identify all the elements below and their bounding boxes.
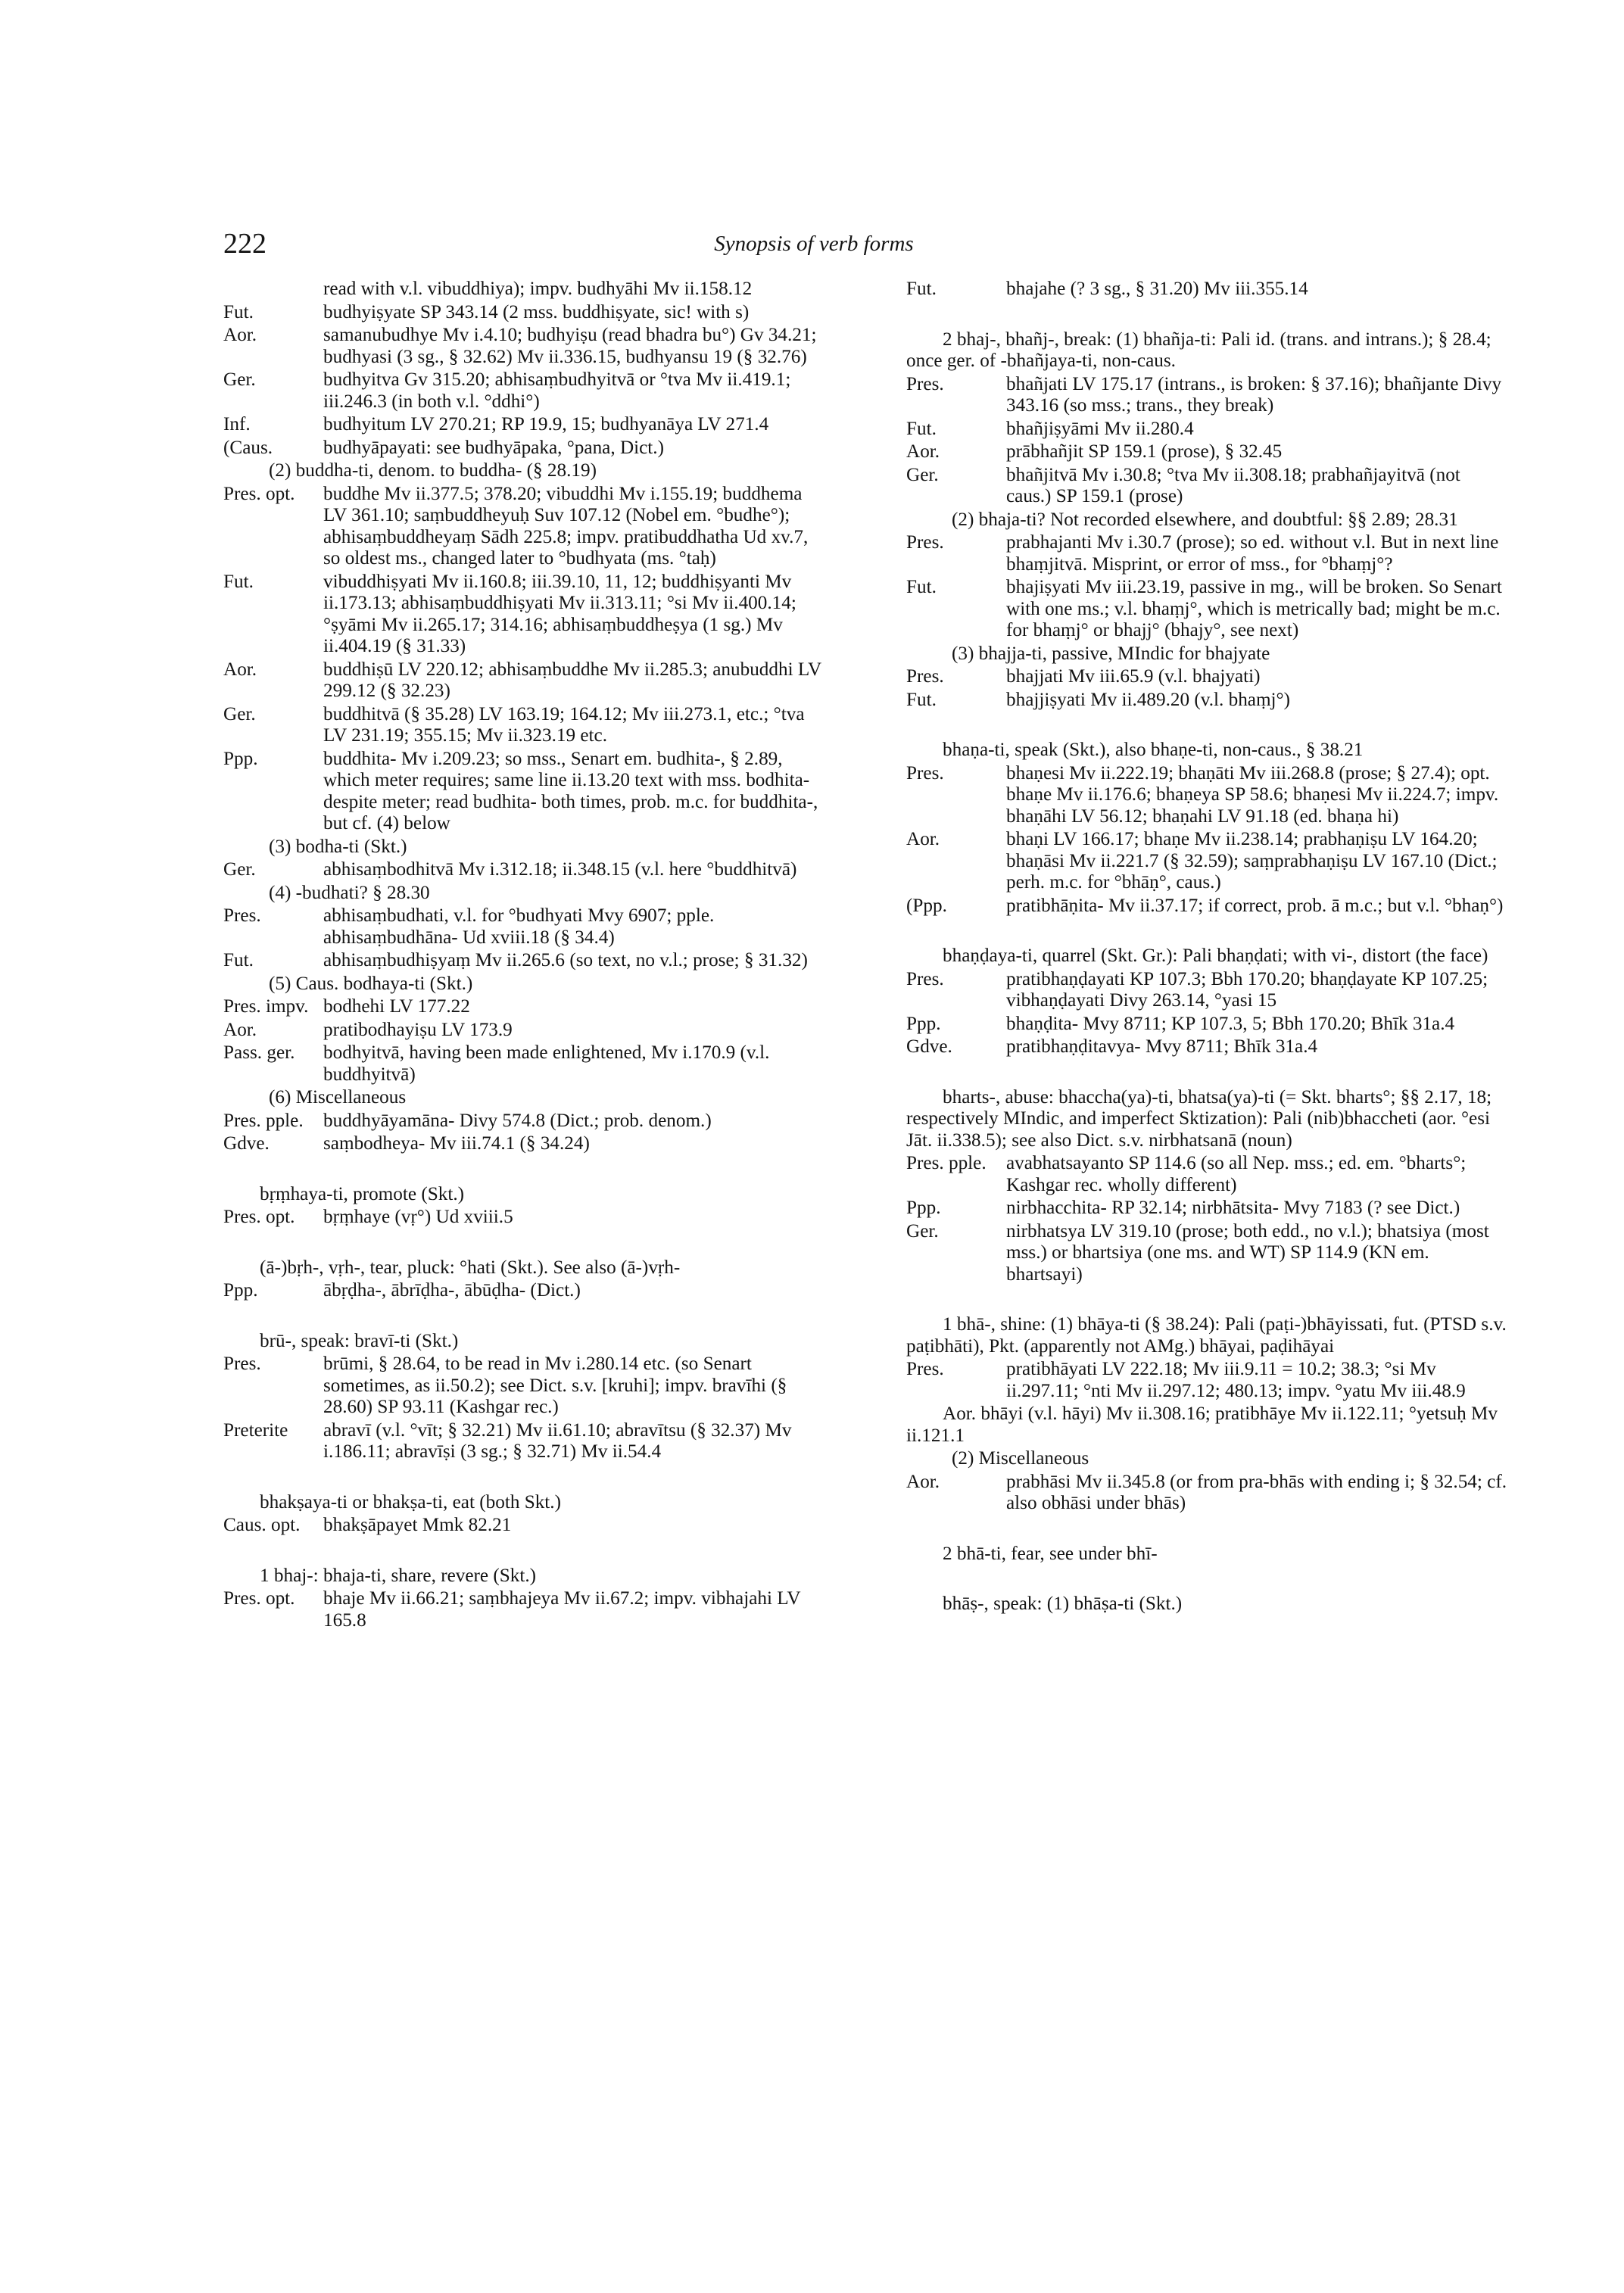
entry-text: buddhiṣū LV 220.12; abhisaṃbuddhe Mv ii.285.3; anubuddhi LV 299.12 (§ 32.23)	[323, 659, 821, 701]
entry-text: (2) bhaja-ti? Not recorded elsewhere, and doubtful: §§ 2.89; 28.31	[952, 509, 1458, 530]
entry-row	[223, 905, 825, 949]
entry-text: bhajjati Mv iii.65.9 (v.l. bhajyati)	[1006, 666, 1261, 687]
entry-text: bhaṇesi Mv ii.222.19; bhaṇāti Mv iii.268.8 (prose; § 27.4); opt. bhaṇe Mv ii.176.6; bhaṇeya SP 58.6; bhaṇesi Mv ii.224.7; impv. bhaṇāhi LV 56.12; bhaṇahi LV 91.18 (ed. bhaṇa hi)	[1006, 762, 1499, 827]
entry-text: (ā-)bṛh-, vṛh-, tear, pluck: °hati (Skt.). See also (ā-)vṛh-	[260, 1257, 681, 1278]
entry-subheading	[223, 837, 825, 858]
entry-row	[223, 484, 825, 570]
entry-row	[906, 763, 1508, 828]
entry-text: bharts-, abuse: bhaccha(ya)-ti, bhatsa(ya)-ti (= Skt. bharts°; §§ 2.17, 18; respectively MIndic, and imperfect Sktization): Pali (nib)bhaccheti (aor. °esi Jāt. ii.338.5); see also Dict. s.v. nirbhatsanā (noun)	[906, 1086, 1492, 1151]
entry-text: pratibhāyati LV 222.18; Mv iii.9.11 = 10.2; 38.3; °si Mv ii.297.11; °nti Mv ii.297.12; 480.13; impv. °yatu Mv iii.48.9	[1006, 1359, 1466, 1401]
form-label: Fut.	[223, 950, 254, 970]
entry-text: brūmi, § 28.64, to be read in Mv i.280.14 etc. (so Senart sometimes, as ii.50.2); see Dict. s.v. [kruhi]; impv. bravīhi (§ 28.60) SP 93.11 (Kashgar rec.)	[323, 1354, 787, 1417]
entry-text: budhyitva Gv 315.20; abhisaṃbudhyitvā or °tva Mv ii.419.1; iii.246.3 (in both v.l. °ddhi°)	[323, 369, 791, 412]
entry-headword	[223, 1257, 825, 1279]
entry-text: 2 bhā-ti, fear, see under bhī-	[943, 1543, 1158, 1564]
entry-headword	[223, 1566, 825, 1587]
form-label: (Ppp.	[906, 895, 947, 916]
entry-subheading	[223, 883, 825, 905]
entry-row	[223, 704, 825, 747]
entry-headword	[906, 1087, 1508, 1152]
form-label: Caus. opt.	[223, 1515, 301, 1535]
entry-text: saṃbodheya- Mv iii.74.1 (§ 34.24)	[323, 1133, 590, 1154]
entry-text: bṛṃhaye (vṛ°) Ud xviii.5	[323, 1207, 513, 1227]
entry-text: bṛṃhaya-ti, promote (Skt.)	[260, 1183, 465, 1204]
entry-text: prabhāsi Mv ii.345.8 (or from pra-bhās with ending i; § 32.54; cf. also obhāsi under bhās)	[1006, 1471, 1507, 1513]
entry-text: abhisaṃbodhitvā Mv i.312.18; ii.348.15 (v.l. here °buddhitvā)	[323, 859, 797, 880]
entry-text: bhakṣāpayet Mmk 82.21	[323, 1515, 512, 1535]
entry-row	[223, 572, 825, 658]
entry-row	[906, 1472, 1508, 1515]
entry-text: buddhe Mv ii.377.5; 378.20; vibuddhi Mv i.155.19; buddhema LV 361.10; saṃbuddheyuḥ Suv 107.12 (Nobel em. °budhe°); abhisaṃbuddheyaṃ Sādh 225.8; impv. pratibuddhatha Ud xv.7, so oldest ms., changed later to °budhyata (ms. °taḥ)	[323, 483, 809, 569]
form-label: Aor.	[223, 325, 257, 345]
entry-text: brū-, speak: bravī-ti (Skt.)	[260, 1330, 459, 1351]
entry-text: vibuddhiṣyati Mv ii.160.8; iii.39.10, 11, 12; buddhiṣyanti Mv ii.173.13; abhisaṃbuddhiṣyati Mv ii.313.11; °si Mv ii.400.14; °ṣyāmi Mv ii.265.17; 314.16; abhisaṃbuddheṣya (1 sg.) Mv ii.404.19 (§ 31.33)	[323, 571, 796, 656]
entry-text: (5) Caus. bodhaya-ti (Skt.)	[269, 973, 473, 994]
entry-row	[906, 829, 1508, 894]
form-label: Gdve.	[906, 1036, 952, 1057]
entry-headword	[906, 1544, 1508, 1566]
entry-row	[906, 1153, 1508, 1196]
entry-row	[223, 1354, 825, 1419]
entry-row	[223, 325, 825, 368]
form-label: Fut.	[906, 577, 937, 597]
form-label: Pres. opt.	[223, 1588, 295, 1609]
form-label: Fut.	[906, 418, 937, 439]
entry-row	[223, 1280, 825, 1302]
form-label: Fut.	[906, 279, 937, 299]
entry-text: nirbhacchita- RP 32.14; nirbhātsita- Mvy 7183 (? see Dict.)	[1006, 1198, 1460, 1218]
entry-text: bhajjiṣyati Mv ii.489.20 (v.l. bhaṃj°)	[1006, 689, 1291, 710]
entry-text: abhisaṃbudhiṣyaṃ Mv ii.265.6 (so text, no v.l.; prose; § 31.32)	[323, 950, 808, 970]
form-label: Pres.	[906, 373, 944, 394]
entry-text: nirbhatsya LV 319.10 (prose; both edd., no v.l.); bhatsiya (most mss.) or bhartsiya (one ms. and WT) SP 114.9 (KN em. bhartsayi)	[1006, 1220, 1489, 1285]
entry-text: prābhañjit SP 159.1 (prose), § 32.45	[1006, 441, 1283, 462]
form-label: Ger.	[906, 464, 939, 485]
form-label: Pres.	[223, 1354, 261, 1374]
entry-row	[223, 1020, 825, 1042]
entry-row	[906, 666, 1508, 688]
entry-text: bhaṇḍaya-ti, quarrel (Skt. Gr.): Pali bhaṇḍati; with vi-, distort (the face)	[943, 946, 1488, 966]
form-label: Fut.	[223, 571, 254, 592]
form-label: Pass. ger.	[223, 1042, 295, 1063]
entry-text: bhaṇḍita- Mvy 8711; KP 107.3, 5; Bbh 170.20; Bhīk 31a.4	[1006, 1013, 1455, 1034]
entry-subheading	[223, 460, 825, 482]
entry-row	[906, 1198, 1508, 1220]
entry-row	[223, 1588, 825, 1631]
entry-text: Aor. bhāyi (v.l. hāyi) Mv ii.308.16; pratibhāye Mv ii.122.11; °yetsuḥ Mv ii.121.1	[906, 1404, 1498, 1446]
form-label: Pres.	[906, 1359, 944, 1379]
entry-row	[906, 1036, 1508, 1058]
entry-text: bodhyitvā, having been made enlightened, Mv i.170.9 (v.l. buddhyitvā)	[323, 1042, 770, 1085]
entry-headword	[906, 1314, 1508, 1357]
entry-row	[223, 279, 825, 301]
entry-headword	[906, 1404, 1508, 1447]
page-header	[223, 227, 1404, 273]
entry-headword	[223, 1492, 825, 1514]
entry-row	[223, 302, 825, 324]
entry-text: samanubudhye Mv i.4.10; budhyiṣu (read bhadra bu°) Gv 34.21; budhyasi (3 sg., § 32.62) Mv ii.336.15, budhyansu 19 (§ 32.76)	[323, 325, 817, 367]
entry-row	[906, 465, 1508, 508]
form-label: Ppp.	[223, 748, 258, 769]
entry-text: buddhyāyamāna- Divy 574.8 (Dict.; prob. denom.)	[323, 1110, 712, 1131]
entry-row	[223, 659, 825, 703]
entry-text: prabhajanti Mv i.30.7 (prose); so ed. without v.l. But in next line bhaṃjitvā. Misprint, or error of mss., for °bhaṃj°?	[1006, 532, 1499, 575]
entry-text: bhañjiṣyāmi Mv ii.280.4	[1006, 418, 1194, 439]
form-label: Aor.	[906, 441, 940, 462]
entry-row	[906, 1359, 1508, 1402]
form-label: Pres.	[906, 666, 944, 687]
entry-row	[906, 690, 1508, 712]
form-label: Pres. impv.	[223, 996, 309, 1017]
entry-subheading	[906, 643, 1508, 665]
entry-subheading	[906, 1448, 1508, 1470]
entry-headword	[906, 1594, 1508, 1615]
form-label: Ger.	[223, 703, 256, 724]
entry-text: buddhita- Mv i.209.23; so mss., Senart em. budhita-, § 2.89, which meter requires; same line ii.13.20 text with mss. bodhita- despite meter; read budhita- both times, prob. m.c. for buddhita-, but cf. (4) below	[323, 748, 818, 833]
entry-text: pratibodhayiṣu LV 173.9	[323, 1019, 513, 1040]
form-label: (Caus.	[223, 437, 273, 458]
entry-row	[223, 438, 825, 460]
left-column	[223, 279, 825, 1633]
entry-text: bodhehi LV 177.22	[323, 996, 470, 1017]
form-label: Ppp.	[223, 1280, 258, 1301]
form-label: Preterite	[223, 1419, 288, 1441]
entry-headword	[223, 1184, 825, 1206]
entry-row	[906, 279, 1508, 301]
entry-text: bhaje Mv ii.66.21; saṃbhajeya Mv ii.67.2; impv. vibhajahi LV 165.8	[323, 1588, 801, 1631]
entry-text: bhaṇi LV 166.17; bhaṇe Mv ii.238.14; prabhaṇiṣu LV 164.20; bhaṇāsi Mv ii.221.7 (§ 32.59); saṃprabhaṇiṣu LV 167.10 (Dict.; perh. m.c. for °bhāṇ°, caus.)	[1006, 829, 1498, 893]
entry-row	[906, 1221, 1508, 1286]
form-label: Ger.	[223, 859, 256, 880]
form-label: Pres.	[223, 905, 261, 926]
form-label: Pres. pple.	[223, 1110, 304, 1131]
entry-text: abravī (v.l. °vīt; § 32.21) Mv ii.61.10; abravītsu (§ 32.37) Mv i.186.11; abravīṣi (3 sg.; § 32.71) Mv ii.54.4	[323, 1419, 792, 1462]
entry-text: bhāṣ-, speak: (1) bhāṣa-ti (Skt.)	[943, 1594, 1183, 1614]
form-label: Ger.	[223, 369, 256, 390]
entry-text: read with v.l. vibuddhiya); impv. budhyāhi Mv ii.158.12	[323, 279, 753, 299]
form-label: Gdve.	[223, 1133, 270, 1154]
entry-text: bhajiṣyati Mv iii.23.19, passive in mg., will be broken. So Senart with one ms.; v.l. bhaṃj°, which is metrically bad; might be m.c. for bhaṃj° or bhajj° (bhajy°, see next)	[1006, 577, 1502, 640]
entry-row	[906, 374, 1508, 417]
entry-text: (3) bhajja-ti, passive, MIndic for bhajyate	[952, 643, 1270, 664]
form-label: Aor.	[906, 829, 940, 849]
form-label: Aor.	[223, 659, 257, 680]
form-label: Ppp.	[906, 1013, 941, 1034]
entry-row	[906, 577, 1508, 642]
entry-row	[223, 1515, 825, 1537]
entry-text: (2) buddha-ti, denom. to buddha- (§ 28.19)	[269, 460, 597, 481]
entry-text: bhakṣaya-ti or bhakṣa-ti, eat (both Skt.)	[260, 1491, 561, 1513]
entry-row	[223, 996, 825, 1018]
entry-headword	[906, 329, 1508, 372]
entry-text: pratibhaṇḍitavya- Mvy 8711; Bhīk 31a.4	[1006, 1036, 1318, 1057]
entry-text: budhyiṣyate SP 343.14 (2 mss. buddhiṣyate, sic! with s)	[323, 301, 750, 322]
entry-row	[906, 1014, 1508, 1036]
form-label: Pres.	[906, 968, 944, 989]
entry-text: bhaṇa-ti, speak (Skt.), also bhaṇe-ti, non-caus., § 38.21	[943, 740, 1364, 760]
entry-row	[223, 859, 825, 881]
entry-text: 1 bhaj-: bhaja-ti, share, revere (Skt.)	[260, 1565, 537, 1586]
entry-text: (2) Miscellaneous	[952, 1448, 1089, 1469]
entry-text: budhyāpayati: see budhyāpaka, °pana, Dict.)	[323, 437, 664, 458]
form-label: Ger.	[906, 1220, 939, 1242]
form-label: Pres. opt.	[223, 483, 295, 504]
form-label: Aor.	[223, 1019, 257, 1040]
entry-subheading	[223, 1087, 825, 1109]
form-label: Ppp.	[906, 1198, 941, 1218]
entry-row	[223, 1133, 825, 1155]
entry-text: ābṛḍha-, ābrīḍha-, ābūḍha- (Dict.)	[323, 1280, 581, 1301]
entry-row	[223, 1420, 825, 1463]
entry-row	[223, 749, 825, 835]
entry-text: bhajahe (? 3 sg., § 31.20) Mv iii.355.14	[1006, 279, 1308, 299]
form-label: Pres.	[906, 532, 944, 553]
form-label: Fut.	[223, 301, 254, 322]
form-label: Fut.	[906, 689, 937, 710]
form-label: Pres.	[906, 762, 944, 784]
entry-text: abhisaṃbudhati, v.l. for °budhyati Mvy 6907; pple. abhisaṃbudhāna- Ud xviii.18 (§ 34.4)	[323, 905, 715, 948]
entry-text: budhyitum LV 270.21; RP 19.9, 15; budhyanāya LV 271.4	[323, 414, 769, 435]
form-label: Pres. pple.	[906, 1153, 987, 1173]
entry-row	[906, 441, 1508, 463]
entry-row	[223, 369, 825, 413]
entry-row	[223, 950, 825, 972]
entry-text: (4) -budhati? § 28.30	[269, 882, 430, 903]
entry-text: pratibhāṇita- Mv ii.37.17; if correct, prob. ā m.c.; but v.l. °bhaṇ°)	[1006, 895, 1504, 916]
entry-text: bhañjitvā Mv i.30.8; °tva Mv ii.308.18; prabhañjayitvā (not caus.) SP 159.1 (prose)	[1006, 464, 1460, 506]
entry-row	[223, 1111, 825, 1132]
entry-subheading	[223, 974, 825, 995]
running-head: Synopsis of verb forms	[714, 232, 914, 256]
entry-text: (6) Miscellaneous	[269, 1087, 407, 1108]
entry-headword	[906, 740, 1508, 762]
entry-text: buddhitvā (§ 35.28) LV 163.19; 164.12; Mv iii.273.1, etc.; °tva LV 231.19; 355.15; Mv ii.323.19 etc.	[323, 703, 805, 746]
right-column	[906, 279, 1508, 1617]
entry-text: 1 bhā-, shine: (1) bhāya-ti (§ 38.24): Pali (paṭi-)bhāyissati, fut. (PTSD s.v. paṭibhāti), Pkt. (apparently not AMg.) bhāyai, paḍihāyai	[906, 1314, 1507, 1357]
form-label: Pres. opt.	[223, 1207, 295, 1227]
entry-row	[906, 969, 1508, 1012]
entry-row	[223, 414, 825, 436]
entry-text: pratibhaṇḍayati KP 107.3; Bbh 170.20; bhaṇḍayate KP 107.25; vibhaṇḍayati Divy 263.14, °yasi 15	[1006, 968, 1488, 1011]
form-label: Aor.	[906, 1471, 940, 1492]
entry-text: 2 bhaj-, bhañj-, break: (1) bhañja-ti: Pali id. (trans. and intrans.); § 28.4; once ger. of -bhañjaya-ti, non-caus.	[906, 329, 1492, 371]
entry-row	[906, 419, 1508, 441]
entry-subheading	[906, 509, 1508, 531]
entry-row	[906, 532, 1508, 575]
entry-row	[223, 1207, 825, 1229]
entry-row	[906, 896, 1508, 918]
entry-text: (3) bodha-ti (Skt.)	[269, 836, 407, 857]
form-label: Inf.	[223, 414, 251, 435]
entry-headword	[906, 946, 1508, 967]
entry-text: bhañjati LV 175.17 (intrans., is broken: § 37.16); bhañjante Divy 343.16 (so mss.; trans., they break)	[1006, 373, 1502, 416]
entry-headword	[223, 1331, 825, 1353]
page-number: 222	[223, 228, 267, 260]
entry-row	[223, 1042, 825, 1086]
entry-text: avabhatsayanto SP 114.6 (so all Nep. mss.; ed. em. °bharts°; Kashgar rec. wholly different)	[1006, 1153, 1467, 1195]
